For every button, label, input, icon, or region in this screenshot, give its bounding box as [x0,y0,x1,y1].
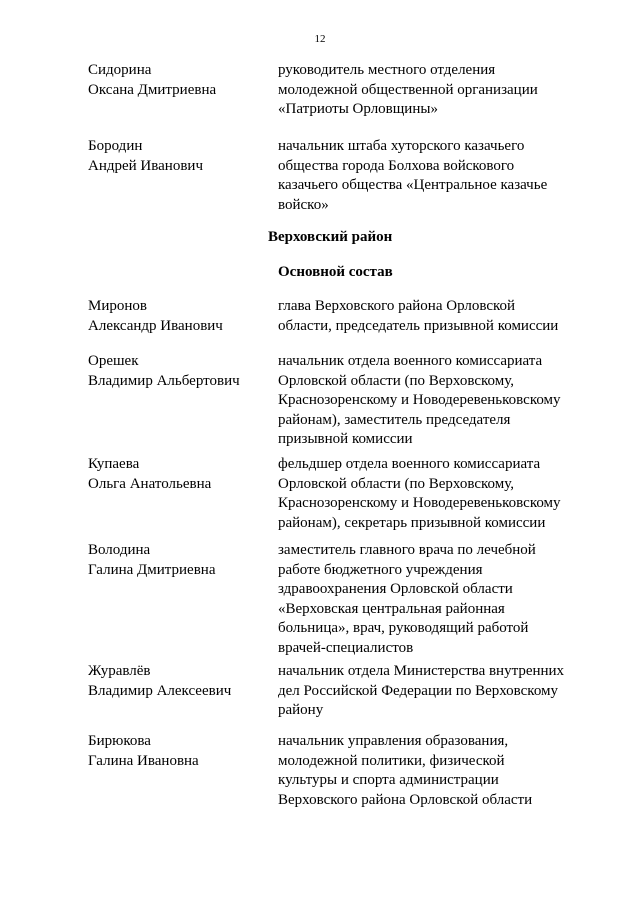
member-role: начальник штаба хуторского казачьего общества города Болхова войскового казачьего общества «Центральное казачье войско» [278,138,548,213]
member-name: Бирюкова Галина Ивановна [88,733,199,769]
member-role: начальник отдела Министерства внутренних дел Российской Федерации по Верховскому району [278,663,565,718]
member-role: начальник отдела военного комиссариата Орловской области (по Верховскому, Краснозоренскому и Новодеревеньковскому районам), заместитель председателя призывной комиссии [278,353,561,447]
member-name: Купаева Ольга Анатольевна [88,456,212,492]
page-number: 12 [314,33,326,45]
subsection-heading: Основной состав [278,264,393,280]
member-name: Володина Галина Дмитриевна [88,542,216,578]
member-name: Сидорина Оксана Дмитриевна [88,62,217,98]
member-name: Орешек Владимир Альбертович [88,353,240,389]
section-heading: Верховский район [268,229,393,245]
member-name: Журавлёв Владимир Алексеевич [88,663,232,699]
member-name: Миронов Александр Иванович [88,298,223,334]
member-role: фельдшер отдела военного комиссариата Орловской области (по Верховскому, Краснозоренскому и Новодеревеньковскому районам), секретарь призывной комиссии [278,456,561,531]
member-name: Бородин Андрей Иванович [88,138,203,174]
member-role: глава Верховского района Орловской области, председатель призывной комиссии [278,298,559,334]
member-role: заместитель главного врача по лечебной работе бюджетного учреждения здравоохранения Орловской области «Верховская центральная районная больница», врач, руководящий работой врачей-специалистов [278,542,536,656]
member-role: руководитель местного отделения молодежной общественной организации «Патриоты Орловщины» [278,62,538,117]
member-role: начальник управления образования, молодежной политики, физической культуры и спорта администрации Верховского района Орловской области [278,733,533,808]
